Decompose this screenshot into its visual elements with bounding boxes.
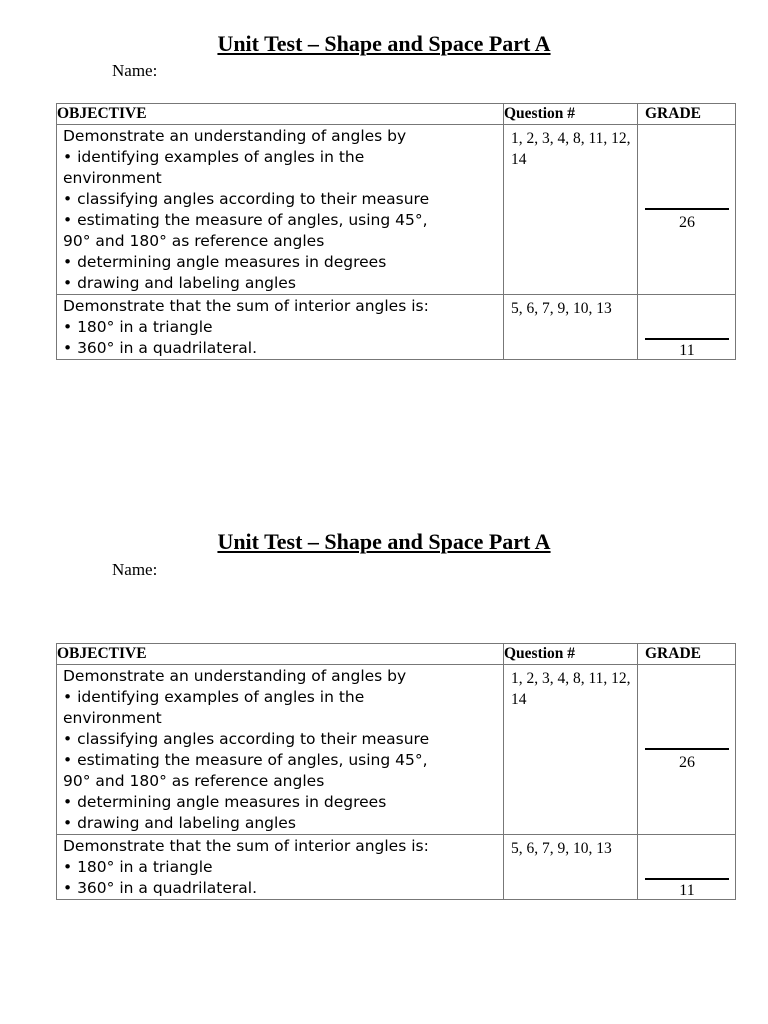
objective-line: • classifying angles according to their measure <box>63 190 430 208</box>
objective-cell <box>57 665 504 835</box>
objective-line: • estimating the measure of angles, using 45°, <box>63 211 428 229</box>
objective-header: OBJECTIVE <box>57 104 504 125</box>
objective-line: • determining angle measures in degrees <box>63 793 387 811</box>
grade-cell <box>638 295 736 360</box>
test-title: Unit Test – Shape and Space Part A <box>217 529 551 554</box>
objective-cell <box>57 835 504 900</box>
name-label: Name: <box>112 61 158 80</box>
objective-line: Demonstrate that the sum of interior angles is: <box>63 837 429 855</box>
objective-line: • 360° in a quadrilateral. <box>63 879 258 897</box>
grade-blank-line <box>645 208 729 210</box>
grade-blank-line <box>645 338 729 340</box>
question-numbers: 5, 6, 7, 9, 10, 13 <box>511 300 612 317</box>
objectives-table <box>56 643 736 900</box>
objective-line: Demonstrate an understanding of angles by <box>63 127 407 145</box>
grade-cell <box>638 835 736 900</box>
objectives-table <box>56 103 736 360</box>
question-cell <box>504 665 638 835</box>
question-cell <box>504 295 638 360</box>
question-cell <box>504 835 638 900</box>
objective-line: environment <box>63 169 162 187</box>
objective-line: • 180° in a triangle <box>63 858 213 876</box>
table-row <box>57 665 736 835</box>
table-header-row <box>57 104 736 125</box>
objective-line: • 180° in a triangle <box>63 318 213 336</box>
test-title: Unit Test – Shape and Space Part A <box>217 31 551 56</box>
objective-line: Demonstrate an understanding of angles by <box>63 667 407 685</box>
question-numbers: 1, 2, 3, 4, 8, 11, 12, 14 <box>511 670 631 708</box>
objective-line: • identifying examples of angles in the <box>63 148 365 166</box>
objective-line: environment <box>63 709 162 727</box>
grade-total: 11 <box>679 882 695 899</box>
grade-cell <box>638 665 736 835</box>
grade-blank-line <box>645 748 729 750</box>
table-row <box>57 125 736 295</box>
grade-header: GRADE <box>638 104 736 125</box>
grade-total: 26 <box>679 754 695 771</box>
grade-header: GRADE <box>638 644 736 665</box>
grade-total: 26 <box>679 214 695 231</box>
objective-line: • estimating the measure of angles, using 45°, <box>63 751 428 769</box>
objective-line: • identifying examples of angles in the <box>63 688 365 706</box>
table-row <box>57 295 736 360</box>
objective-line: Demonstrate that the sum of interior angles is: <box>63 297 429 315</box>
objective-line: • determining angle measures in degrees <box>63 253 387 271</box>
question-header: Question # <box>504 644 638 665</box>
objective-cell <box>57 125 504 295</box>
grade-cell <box>638 125 736 295</box>
name-label: Name: <box>112 560 158 579</box>
table-header-row <box>57 644 736 665</box>
question-header: Question # <box>504 104 638 125</box>
question-numbers: 5, 6, 7, 9, 10, 13 <box>511 840 612 857</box>
question-cell <box>504 125 638 295</box>
objective-line: 90° and 180° as reference angles <box>63 772 325 790</box>
grade-blank-line <box>645 878 729 880</box>
objective-line: • 360° in a quadrilateral. <box>63 339 258 357</box>
objective-line: • drawing and labeling angles <box>63 814 296 832</box>
grade-total: 11 <box>679 342 695 359</box>
question-numbers: 1, 2, 3, 4, 8, 11, 12, 14 <box>511 130 631 168</box>
objective-line: • classifying angles according to their measure <box>63 730 430 748</box>
table-row <box>57 835 736 900</box>
objective-line: 90° and 180° as reference angles <box>63 232 325 250</box>
objective-line: • drawing and labeling angles <box>63 274 296 292</box>
objective-cell <box>57 295 504 360</box>
objective-header: OBJECTIVE <box>57 644 504 665</box>
